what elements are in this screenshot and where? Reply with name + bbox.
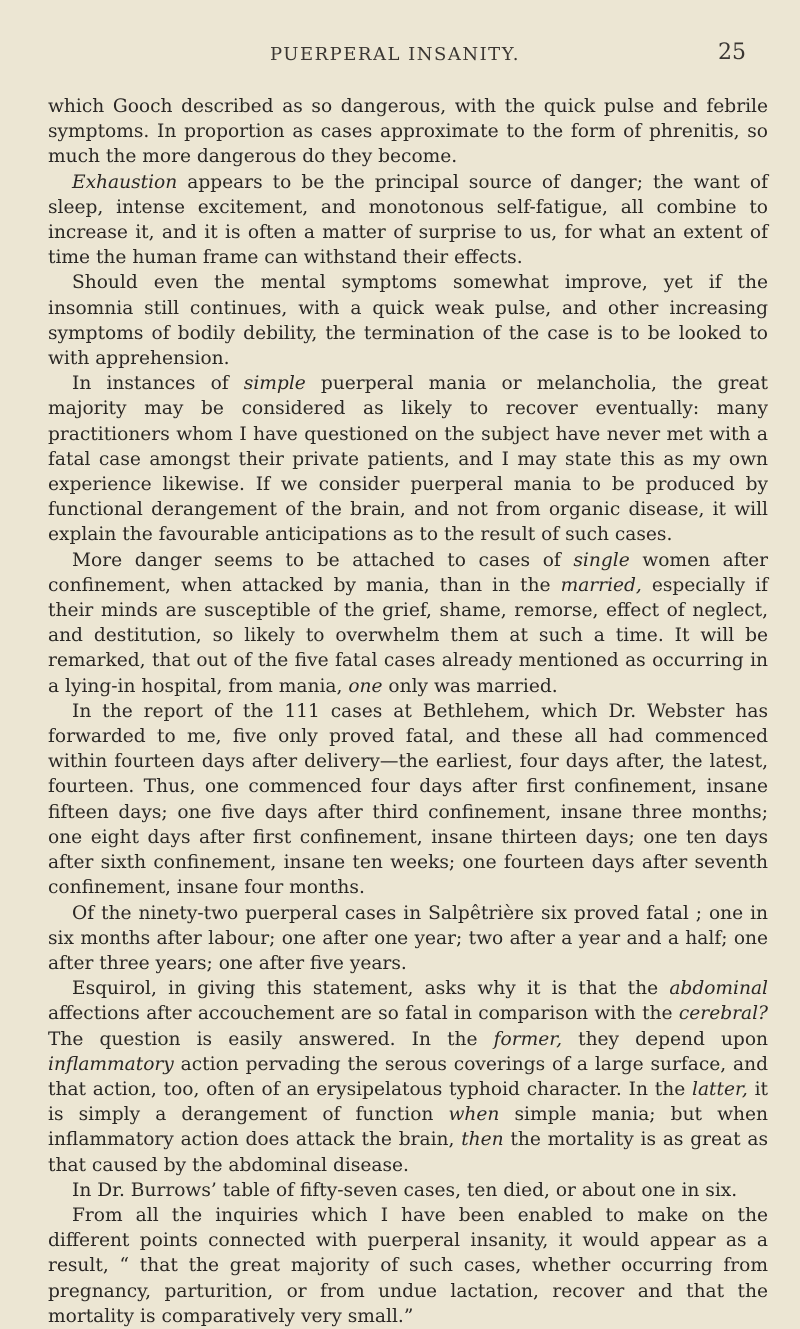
text-run: women after confinement, when attacked by mania, than in the — [48, 549, 768, 596]
text-run: especially if their minds are susceptible of the grief, shame, remorse, effect of neglect, and destitution, so likely to overwhelm them at such a time. It will be remarked, that out of the five fatal cases already mentioned as occurring in a lying-in hospital, from mania, — [48, 574, 768, 697]
text-run: Of the ninety-two puerperal cases in Salpêtrière six proved fatal ; one in six months after labour; one after one year; two after a year and a half; one after three years; one after five years. — [48, 902, 768, 974]
body-text — [48, 94, 768, 1329]
text-run: appears to be the principal source of danger; the want of sleep, intense excitement, and monotonous self-fatigue, all combine to increase it, and it is often a matter of surprise to us, for what an extent of time the human frame can withstand their effects. — [48, 171, 768, 269]
paragraph — [48, 548, 768, 699]
paragraph — [48, 170, 768, 271]
text-run: affections after accouchement are so fatal in comparison with the — [48, 1003, 679, 1025]
text-run: the mortality is as great as that caused by the abdominal disease. — [48, 1129, 768, 1176]
text-run: Should even the mental symptoms somewhat improve, yet if the insomnia still continues, with a quick weak pulse, and other increasing symptoms of bodily debility, the termination of the case is to be looked to with apprehension. — [48, 272, 768, 370]
italic-text: inflammatory — [48, 1053, 174, 1075]
paragraph — [48, 1203, 768, 1329]
paragraph — [48, 371, 768, 547]
italic-text: single — [573, 549, 630, 571]
text-run: simple mania; but when inflammatory action does attack the brain, — [48, 1104, 768, 1151]
italic-text: former, — [493, 1028, 562, 1050]
paragraph — [48, 976, 768, 1178]
text-run: In instances of — [72, 373, 244, 395]
page-number: 25 — [718, 40, 746, 65]
text-run: action pervading the serous coverings of a large surface, and that action, too, often of an erysipelatous typhoid character. In the — [48, 1053, 768, 1100]
italic-text: married, — [560, 574, 642, 596]
paragraph — [48, 94, 768, 170]
text-run: Esquirol, in giving this statement, asks why it is that the — [72, 978, 670, 1000]
paragraph — [48, 1178, 768, 1203]
italic-text: abdominal — [669, 978, 768, 1000]
text-run: which Gooch described as so dangerous, with the quick pulse and febrile symptoms. In proportion as cases approximate to the form of phrenitis, so much the more dangerous do they become. — [48, 96, 768, 168]
text-run: only was married. — [382, 675, 558, 697]
italic-text: latter, — [692, 1078, 748, 1100]
text-run: From all the inquiries which I have been enabled to make on the different points connected with puerperal insanity, it would appear as a result, “ that the great majority of such cases, whether occurring from pregnancy, parturition, or from undue lactation, recover and that the mortality is comparatively very small.” — [48, 1204, 768, 1327]
italic-text: simple — [243, 373, 306, 395]
text-run: The question is easily answered. In the — [48, 1028, 494, 1050]
running-title: PUERPERAL INSANITY. — [270, 44, 520, 65]
text-run: More danger seems to be attached to cases of — [72, 549, 574, 571]
italic-text: one — [348, 675, 383, 697]
paragraph — [48, 901, 768, 977]
running-head — [0, 40, 800, 68]
text-run: puerperal mania or melancholia, the great majority may be considered as likely to recover eventually: many practitioners whom I have questioned on the subject have never met with a fatal case amongst their private patients, and I may state this as my own experience likewise. If we consider puerperal mania to be produced by functional derangement of the brain, and not from organic disease, it will explain the favourable anticipations as to the result of such cases. — [48, 373, 768, 546]
italic-text: when — [448, 1104, 500, 1126]
text-run: In Dr. Burrows’ table of fifty-seven cases, ten died, or about one in six. — [72, 1179, 738, 1201]
paragraph — [48, 270, 768, 371]
italic-text: then — [461, 1129, 504, 1151]
text-run: In the report of the 111 cases at Bethlehem, which Dr. Webster has forwarded to me, five only proved fatal, and these all had commenced within fourteen days after delivery—the earliest, four days after, the latest, fourteen. Thus, one commenced four days after first confinement, insane fifteen days; one five days after third confinement, insane three months; one eight days after first confinement, insane thirteen days; one ten days after sixth confinement, insane ten weeks; one fourteen days after seventh confinement, insane four months. — [48, 700, 768, 899]
text-run: it is simply a derangement of function — [48, 1078, 768, 1126]
italic-text: Exhaustion — [72, 171, 178, 193]
italic-text: cerebral? — [678, 1003, 768, 1025]
text-run: they depend upon — [562, 1028, 769, 1050]
paragraph — [48, 699, 768, 901]
